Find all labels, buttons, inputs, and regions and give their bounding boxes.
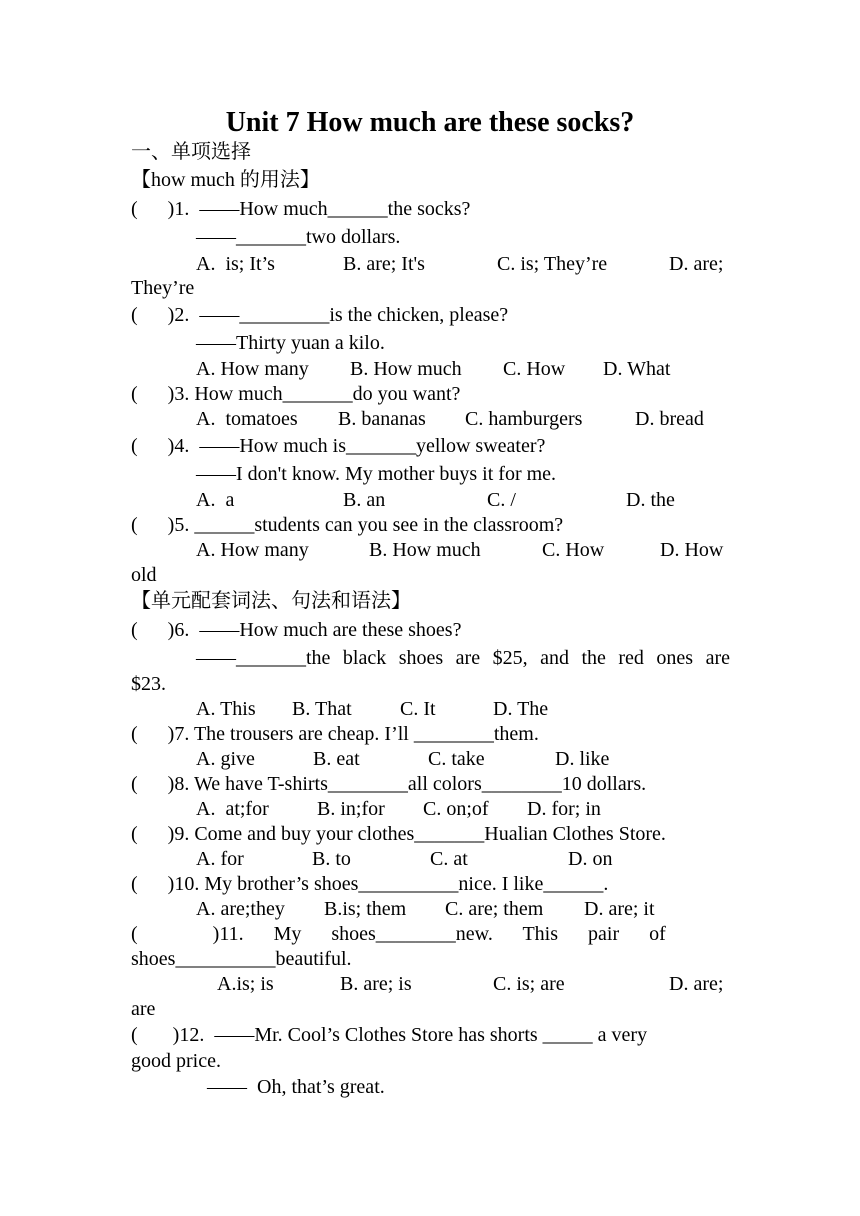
question-9-option-d: D. on xyxy=(568,848,613,870)
question-10-option-d: D. are; it xyxy=(584,898,655,920)
question-2-answer-line: ——Thirty yuan a kilo. xyxy=(196,332,385,354)
question-6-option-d: D. The xyxy=(493,698,549,720)
question-4-answer-line: ——I don't know. My mother buys it for me. xyxy=(196,463,557,485)
question-11-option-a: A.is; is xyxy=(217,973,274,995)
question-7: ( )7. The trousers are cheap. I’ll ________them. xyxy=(131,723,539,745)
question-3-option-c: C. hamburgers xyxy=(465,408,583,430)
question-5-option-d: D. How xyxy=(660,539,724,561)
question-2-option-d: D. What xyxy=(603,358,671,380)
question-5-option-b: B. How much xyxy=(369,539,481,561)
question-5-option-d-cont: old xyxy=(131,564,157,586)
question-6-answer-cont: $23. xyxy=(131,673,166,695)
question-5-option-a: A. How many xyxy=(196,539,309,561)
question-12-answer-line: —— Oh, that’s great. xyxy=(207,1076,385,1098)
question-4-option-c: C. / xyxy=(487,489,516,511)
question-11-option-d-cont: are xyxy=(131,998,156,1020)
question-2: ( )2. ——_________is the chicken, please? xyxy=(131,304,509,326)
question-7-option-a: A. give xyxy=(196,748,255,770)
question-12-cont: good price. xyxy=(131,1050,221,1072)
question-2-option-b: B. How much xyxy=(350,358,462,380)
question-6-option-b: B. That xyxy=(292,698,352,720)
question-1-option-c: C. is; They’re xyxy=(497,253,608,275)
question-11-option-c: C. is; are xyxy=(493,973,565,995)
question-6-option-a: A. This xyxy=(196,698,256,720)
question-11-option-d: D. are; xyxy=(669,973,724,995)
section-heading: 一、单项选择 xyxy=(131,141,251,163)
question-11: ( )11. My shoes________new. This pair of xyxy=(131,923,666,945)
question-5: ( )5. ______students can you see in the classroom? xyxy=(131,514,564,536)
question-10-option-a: A. are;they xyxy=(196,898,285,920)
question-7-option-c: C. take xyxy=(428,748,485,770)
question-4-option-a: A. a xyxy=(196,489,235,511)
question-11-cont: shoes__________beautiful. xyxy=(131,948,352,970)
question-7-option-d: D. like xyxy=(555,748,610,770)
question-2-option-c: C. How xyxy=(503,358,566,380)
question-1-option-d: D. are; xyxy=(669,253,724,275)
question-10: ( )10. My brother’s shoes__________nice. I like______. xyxy=(131,873,609,895)
question-10-option-c: C. are; them xyxy=(445,898,544,920)
question-8: ( )8. We have T-shirts________all colors________10 dollars. xyxy=(131,773,647,795)
question-3: ( )3. How much_______do you want? xyxy=(131,383,461,405)
page-title: Unit 7 How much are these socks? xyxy=(225,107,635,138)
question-8-option-c: C. on;of xyxy=(423,798,489,820)
question-1-option-a: A. is; It’s xyxy=(196,253,275,275)
question-6: ( )6. ——How much are these shoes? xyxy=(131,619,462,641)
question-4-option-b: B. an xyxy=(343,489,386,511)
question-4: ( )4. ——How much is_______yellow sweater? xyxy=(131,435,546,457)
question-12: ( )12. ——Mr. Cool’s Clothes Store has shorts _____ a very xyxy=(131,1024,648,1046)
question-3-option-d: D. bread xyxy=(635,408,704,430)
subsection-heading-unit: 【单元配套词法、句法和语法】 xyxy=(131,590,411,612)
question-3-option-a: A. tomatoes xyxy=(196,408,298,430)
subsection-heading: 【how much 的用法】 xyxy=(131,169,320,191)
question-6-answer-line: ——_______the black shoes are $25, and the red ones are xyxy=(196,647,730,669)
question-7-option-b: B. eat xyxy=(313,748,360,770)
question-9: ( )9. Come and buy your clothes_______Hualian Clothes Store. xyxy=(131,823,666,845)
question-1-option-d-cont: They’re xyxy=(131,277,195,299)
question-10-option-b: B.is; them xyxy=(324,898,407,920)
question-9-option-b: B. to xyxy=(312,848,351,870)
question-9-option-a: A. for xyxy=(196,848,244,870)
question-11-option-b: B. are; is xyxy=(340,973,412,995)
question-8-option-a: A. at;for xyxy=(196,798,269,820)
question-9-option-c: C. at xyxy=(430,848,468,870)
question-1-option-b: B. are; It's xyxy=(343,253,425,275)
question-4-option-d: D. the xyxy=(626,489,675,511)
question-3-option-b: B. bananas xyxy=(338,408,426,430)
question-2-option-a: A. How many xyxy=(196,358,309,380)
question-1: ( )1. ——How much______the socks? xyxy=(131,198,471,220)
question-5-option-c: C. How xyxy=(542,539,605,561)
question-6-option-c: C. It xyxy=(400,698,436,720)
question-1-answer-line: ——_______two dollars. xyxy=(196,226,401,248)
question-8-option-d: D. for; in xyxy=(527,798,601,820)
question-8-option-b: B. in;for xyxy=(317,798,385,820)
